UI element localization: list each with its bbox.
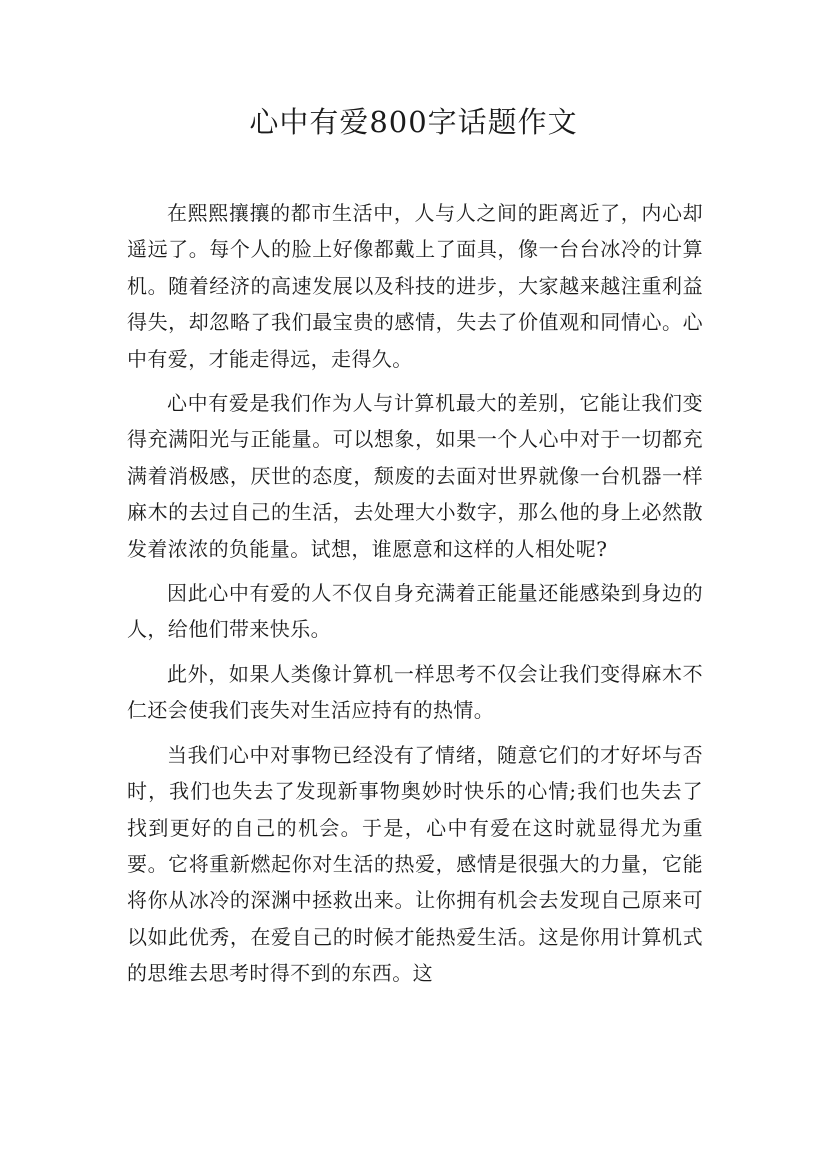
paragraph-2: 心中有爱是我们作为人与计算机最大的差别，它能让我们变得充满阳光与正能量。可以想象，如果一个人心中对于一切都充满着消极感，厌世的态度，颓废的去面对世界就像一台机器一样麻木的去过自己的生活，去处理大小数字，那么他的身上必然散发着浓浓的负能量。试想，谁愿意和这样的人相处呢? <box>127 391 703 561</box>
paragraph-4: 此外，如果人类像计算机一样思考不仅会让我们变得麻木不仁还会使我们丧失对生活应持有的热情。 <box>127 661 703 723</box>
document-body <box>127 195 703 1000</box>
paragraph-3: 因此心中有爱的人不仅自身充满着正能量还能感染到身边的人，给他们带来快乐。 <box>127 581 703 642</box>
paragraph-1: 在熙熙攘攘的都市生活中，人与人之间的距离近了，内心却遥远了。每个人的脸上好像都戴上了面具，像一台台冰冷的计算机。随着经济的高速发展以及科技的进步，大家越来越注重利益得失，却忽略了我们最宝贵的感情，失去了价值观和同情心。心中有爱，才能走得远，走得久。 <box>127 201 703 371</box>
document-title: 心中有爱800字话题作文 <box>249 105 578 139</box>
paragraph-5: 当我们心中对事物已经没有了情绪，随意它们的才好坏与否时，我们也失去了发现新事物奥妙时快乐的心情;我们也失去了找到更好的自己的机会。于是，心中有爱在这时就显得尤为重要。它将重新燃起你对生活的热爱，感情是很强大的力量，它能将你从冰冷的深渊中拯救出来。让你拥有机会去发现自己原来可以如此优秀，在爱自己的时候才能热爱生活。这是你用计算机式的思维去思考时得不到的东西。这 <box>127 742 703 986</box>
